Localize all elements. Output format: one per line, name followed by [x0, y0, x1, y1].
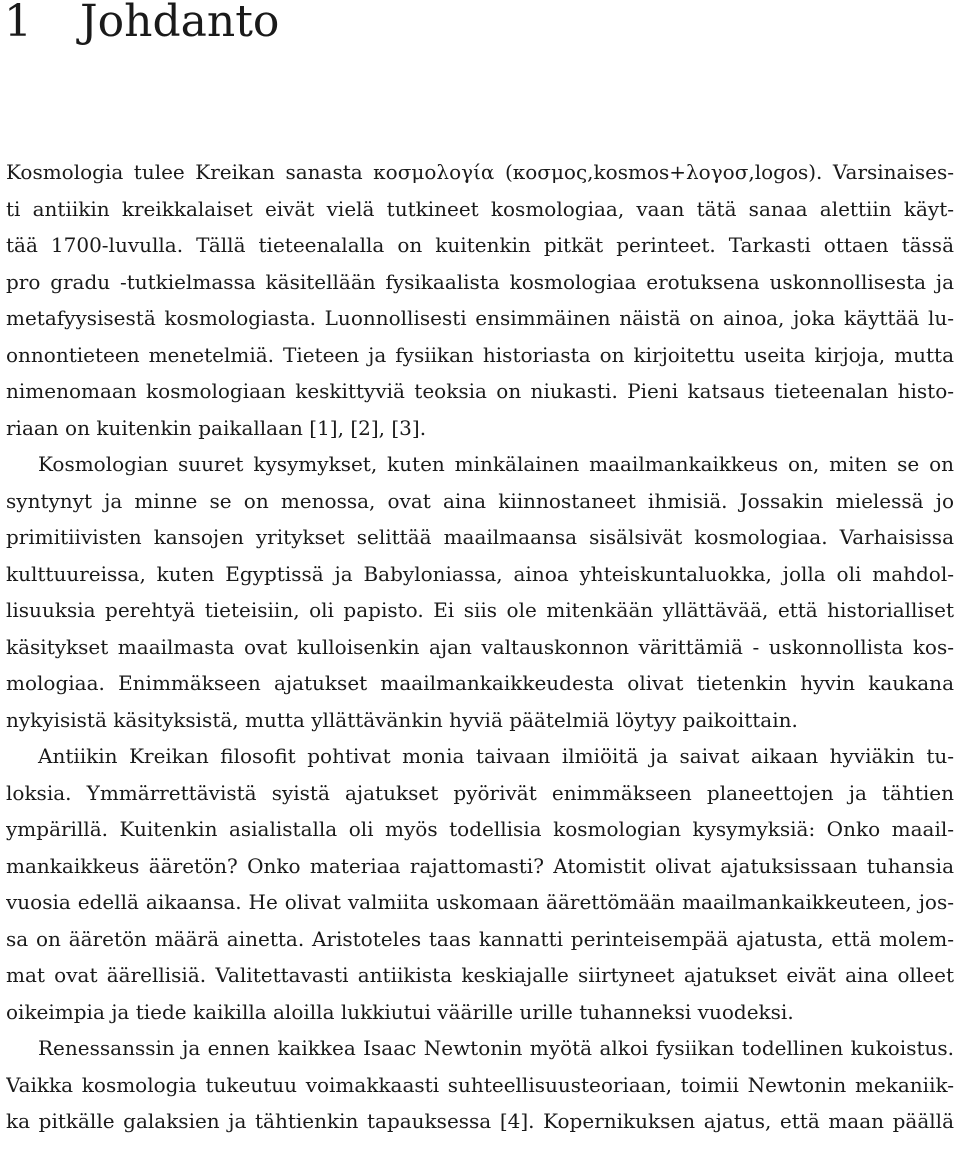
text-line: mat ovat äärellisiä. Valitettavasti antiikista keskiajalle siirtyneet ajatukset eivät aina olleet	[6, 963, 954, 987]
text-line: ti antiikin kreikkalaiset eivät vielä tutkineet kosmologiaa, vaan tätä sanaa alettiin käyt-	[6, 196, 954, 221]
section-number: 1	[4, 0, 32, 47]
text-line: Antiikin Kreikan filosofit pohtivat monia taivaan ilmiöitä ja saivat aikaan hyviäkin tu-	[38, 744, 954, 768]
text-line: primitiivisten kansojen yritykset selittää maailmaansa sisälsivät kosmologiaa. Varhaisissa	[6, 525, 954, 549]
text-line: nimenomaan kosmologiaan keskittyviä teoksia on niukasti. Pieni katsaus tieteenalan histo-	[6, 379, 954, 403]
text-line: riaan on kuitenkin paikallaan [1], [2], [3].	[6, 415, 427, 440]
text-line: sa on ääretön määrä ainetta. Aristoteles taas kannatti perinteisempää ajatusta, että molem-	[6, 926, 954, 951]
text-line: pro gradu -tutkielmassa käsitellään fysikaalista kosmologiaa erotuksena uskonnollisesta ja	[6, 269, 954, 294]
text-line: onnontieteen menetelmiä. Tieteen ja fysiikan historiasta on kirjoitettu useita kirjoja, mutta	[6, 342, 954, 367]
text-line: metafyysisestä kosmologiasta. Luonnollisesti ensimmäinen näistä on ainoa, joka käyttää lu-	[6, 306, 954, 330]
text-line: Kosmologian suuret kysymykset, kuten minkälainen maailmankaikkeus on, miten se on	[38, 452, 954, 476]
text-line: oikeimpia ja tiede kaikilla aloilla lukkiutui väärille urille tuhanneksi vuodeksi.	[6, 999, 794, 1024]
text-line: syntynyt ja minne se on menossa, ovat aina kiinnostaneet ihmisiä. Jossakin mielessä jo	[6, 488, 954, 513]
text-line: vuosia edellä aikaansa. He olivat valmiita uskomaan äärettömään maailmankaikkeuteen, jos-	[6, 890, 954, 914]
text-line: tää 1700-luvulla. Tällä tieteenalalla on kuitenkin pitkät perinteet. Tarkasti ottaen tässä	[6, 233, 954, 257]
text-line: lisuuksia perehtyä tieteisiin, oli papisto. Ei siis ole mitenkään yllättävää, että historialliset	[6, 598, 954, 622]
text-line: Vaikka kosmologia tukeutuu voimakkaasti suhteellisuusteoriaan, toimii Newtonin mekaniik-	[6, 1072, 954, 1097]
text-line: loksia. Ymmärrettävistä syistä ajatukset pyörivät enimmäkseen planeettojen ja tähtien	[6, 780, 954, 805]
section-heading	[4, 0, 279, 50]
text-line: kulttuureissa, kuten Egyptissä ja Babyloniassa, ainoa yhteiskuntaluokka, jolla oli mahdol-	[6, 561, 954, 586]
text-line: mankaikkeus ääretön? Onko materiaa rajattomasti? Atomistit olivat ajatuksissaan tuhansia	[6, 853, 954, 878]
text-line: Renessanssin ja ennen kaikkea Isaac Newtonin myötä alkoi fysiikan todellinen kukoistus.	[38, 1036, 954, 1060]
text-line: mologiaa. Enimmäkseen ajatukset maailmankaikkeudesta olivat tietenkin hyvin kaukana	[6, 671, 954, 695]
text-line: nykyisistä käsityksistä, mutta yllättävänkin hyviä päätelmiä löytyy paikoittain.	[6, 707, 798, 732]
text-line: ka pitkälle galaksien ja tähtienkin tapauksessa [4]. Kopernikuksen ajatus, että maan päällä	[6, 1109, 954, 1133]
text-line: ympärillä. Kuitenkin asialistalla oli myös todellisia kosmologian kysymyksiä: Onko maail-	[6, 817, 954, 841]
body-text	[6, 154, 954, 1140]
text-line: Kosmologia tulee Kreikan sanasta κοσμολογία (κοσμος,kosmos+λογοσ,logos). Varsinaises-	[6, 160, 954, 184]
section-title: Johdanto	[80, 0, 280, 47]
text-line: käsitykset maailmasta ovat kulloisenkin ajan valtauskonnon värittämiä - uskonnollista kos-	[6, 634, 954, 659]
